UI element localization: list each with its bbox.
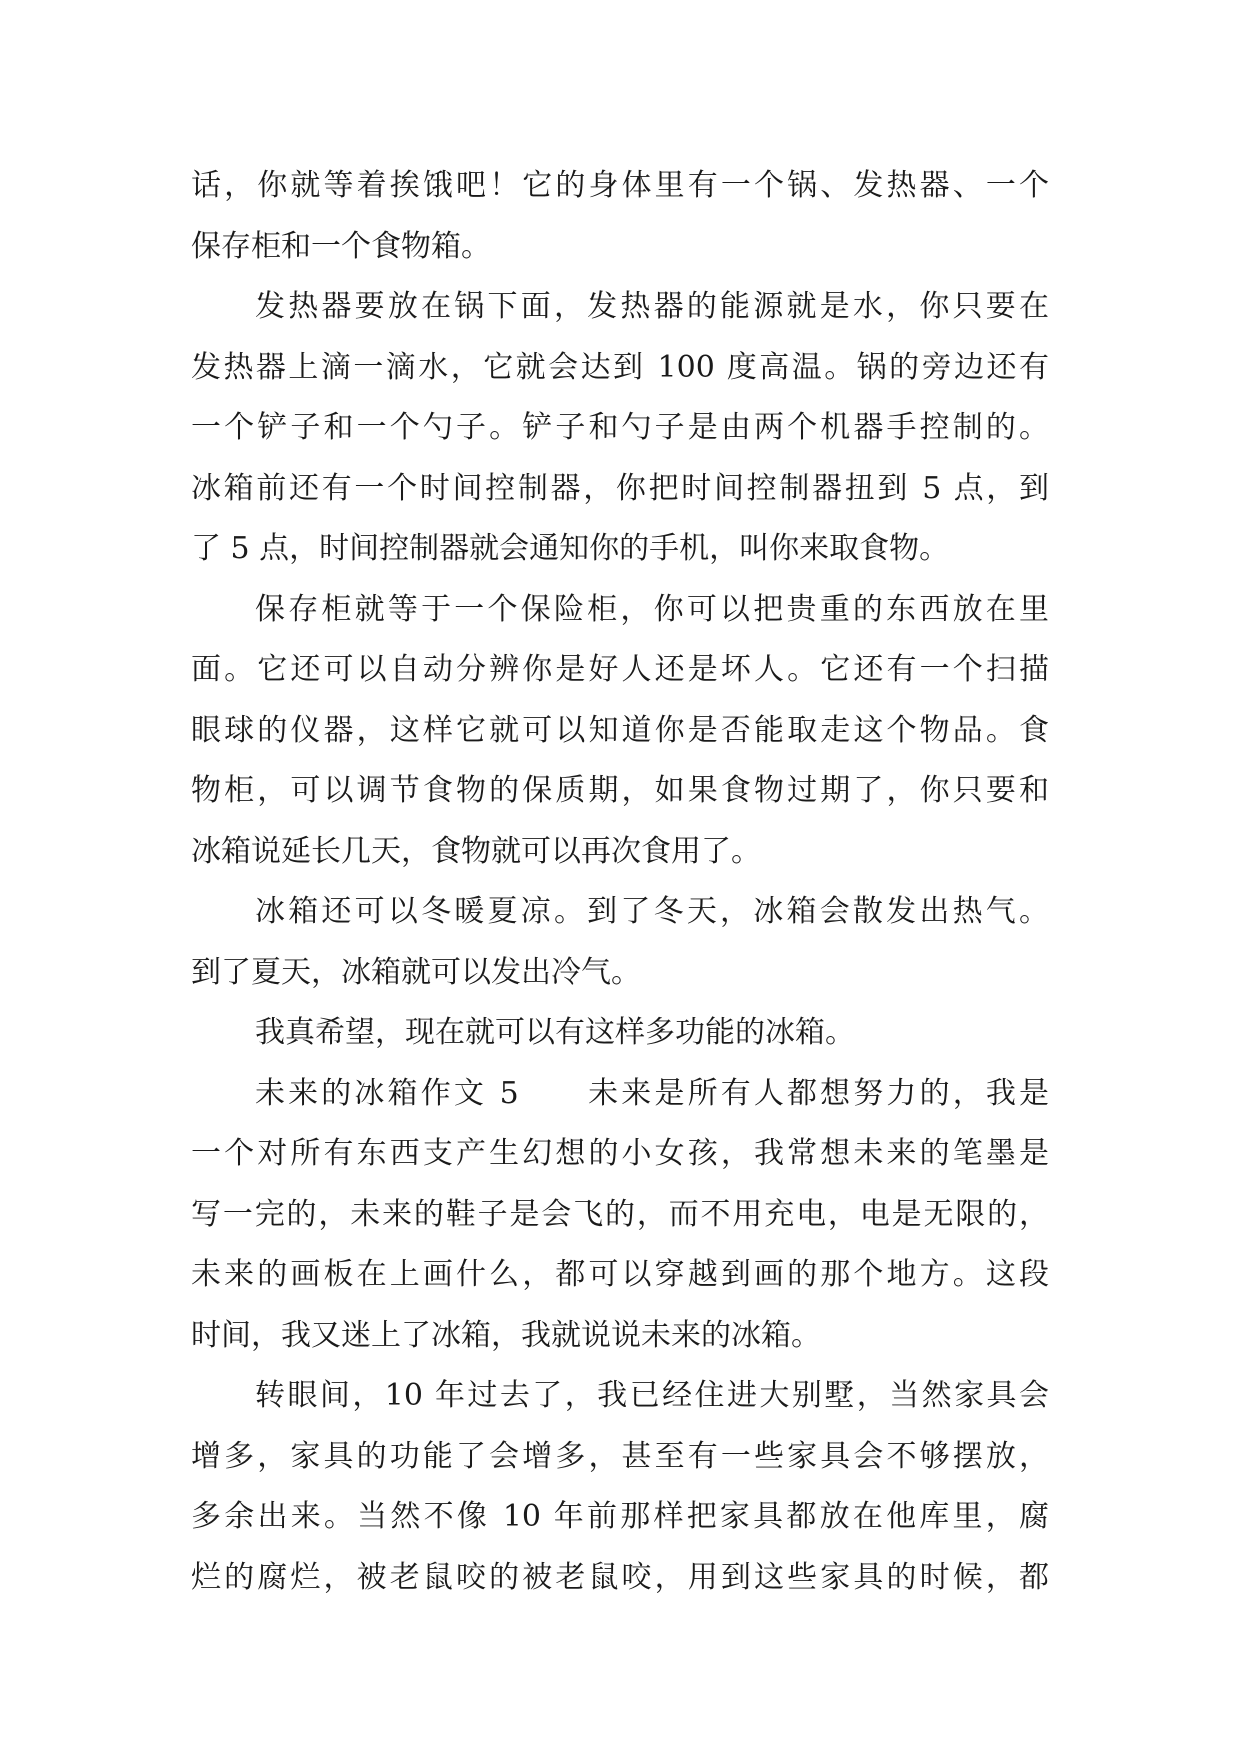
text-line: 发热器要放在锅下面，发热器的能源就是水，你只要在 <box>255 289 1049 324</box>
text-line: 一个对所有东西支产生幻想的小女孩，我常想未来的笔墨是 <box>191 1136 1049 1171</box>
text-line: 冰箱前还有一个时间控制器，你把时间控制器扭到 5 点，到 <box>191 470 1049 506</box>
text-line: 冰箱还可以冬暖夏凉。到了冬天，冰箱会散发出热气。 <box>255 894 1049 929</box>
text-line: 话，你就等着挨饿吧！它的身体里有一个锅、发热器、一个 <box>191 168 1049 203</box>
text-line: 面。它还可以自动分辨你是好人还是坏人。它还有一个扫描 <box>191 652 1049 687</box>
text-line: 写一完的，未来的鞋子是会飞的，而不用充电，电是无限的， <box>191 1196 1049 1232</box>
text-line: 时间，我又迷上了冰箱，我就说说未来的冰箱。 <box>191 1317 821 1353</box>
text-line: 增多，家具的功能了会增多，甚至有一些家具会不够摆放， <box>191 1438 1049 1474</box>
text-line: 未来的冰箱作文 5 未来是所有人都想努力的，我是 <box>255 1075 1049 1111</box>
text-line: 保存柜和一个食物箱。 <box>191 228 491 264</box>
text-line: 保存柜就等于一个保险柜，你可以把贵重的东西放在里 <box>255 591 1049 627</box>
text-line: 转眼间，10 年过去了，我已经住进大别墅，当然家具会 <box>255 1378 1049 1413</box>
text-line: 了 5 点，时间控制器就会通知你的手机，叫你来取食物。 <box>191 531 950 566</box>
text-line: 发热器上滴一滴水，它就会达到 100 度高温。锅的旁边还有 <box>191 349 1049 385</box>
text-line: 一个铲子和一个勺子。铲子和勺子是由两个机器手控制的。 <box>191 410 1049 445</box>
text-line: 到了夏天，冰箱就可以发出冷气。 <box>191 954 641 990</box>
text-line: 眼球的仪器，这样它就可以知道你是否能取走这个物品。食 <box>191 712 1049 748</box>
essay-body <box>191 156 1049 1608</box>
text-line: 物柜，可以调节食物的保质期，如果食物过期了，你只要和 <box>191 773 1049 808</box>
text-line: 烂的腐烂，被老鼠咬的被老鼠咬，用到这些家具的时候，都 <box>191 1559 1049 1595</box>
text-line: 多余出来。当然不像 10 年前那样把家具都放在他库里，腐 <box>191 1499 1049 1534</box>
text-line: 冰箱说延长几天，食物就可以再次食用了。 <box>191 833 761 869</box>
text-line: 未来的画板在上画什么，都可以穿越到画的那个地方。这段 <box>191 1257 1049 1292</box>
text-line: 我真希望，现在就可以有这样多功能的冰箱。 <box>255 1015 855 1050</box>
